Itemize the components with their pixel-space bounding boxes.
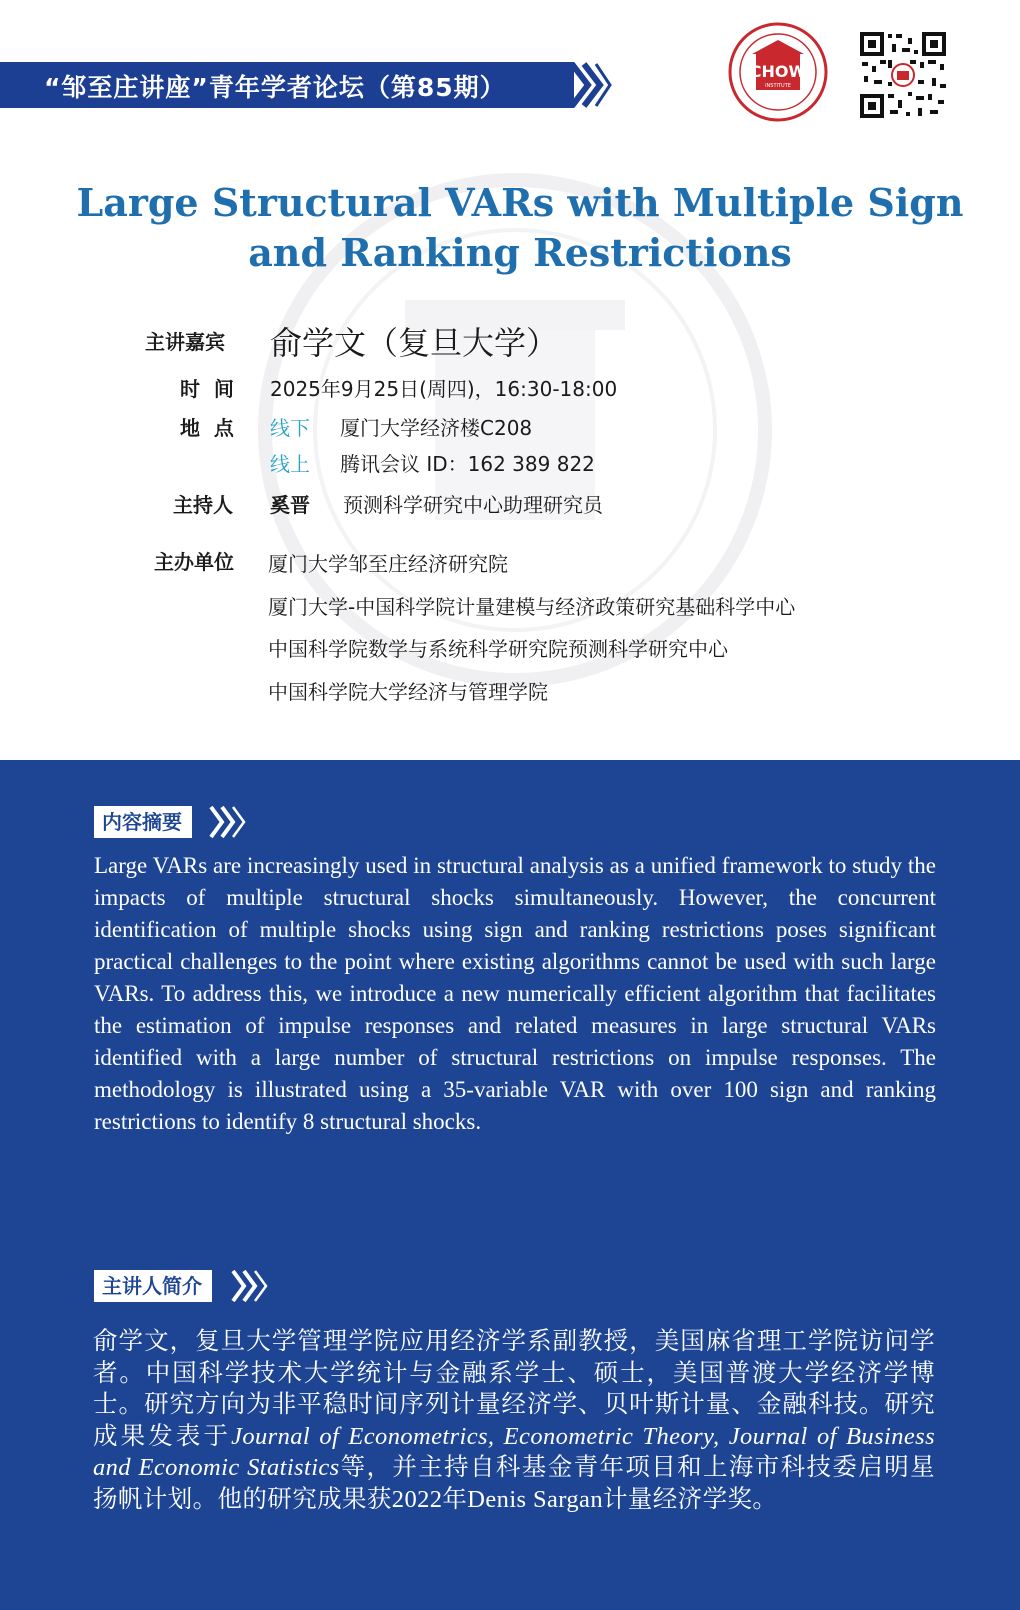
lecture-title-line-1: Large Structural VARs with Multiple Sign <box>76 180 964 225</box>
chevrons-icon <box>568 60 612 110</box>
lecture-title <box>70 178 970 278</box>
bio-text-part-1: 俞学文，复旦大学管理学院应用经济学系副教授，美国麻省理工学院访问学者。中国科学技术大学统计与金融系学士、硕士，美国普渡大学经济学博士。研究方向为非平稳时间序列计量经济学、贝叶斯计量、金融科技。研究成果发表于 <box>93 1328 935 1450</box>
speaker-bio <box>93 1326 935 1515</box>
svg-text:CHOW: CHOW <box>749 62 807 81</box>
online-label: 线上 <box>270 452 310 476</box>
online-venue: 腾讯会议 ID：162 389 822 <box>340 452 595 476</box>
host-label: 主持人 <box>173 493 233 517</box>
chow-institute-logo <box>728 22 828 122</box>
abstract-text: Large VARs are increasingly used in structural analysis as a unified framework to study the impacts of multiple structural shocks simultaneously. However, the concurrent identification of multiple shocks using sign and ranking restrictions poses significant practical challenges to the point where existing algorithms cannot be used with such large VARs. To address this, we introduce a new numerically efficient algorithm that facilitates the estimation of impulse responses and related measures in large structural VARs identified with a large number of structural restrictions on impulse responses. The methodology is illustrated using a 35-variable VAR with over 100 sign and ranking restrictions to identify 8 structural shocks. <box>94 853 936 1134</box>
bio-journals: Journal of Econometrics, Econometric Theory, Journal of Business and Economic Statistics <box>93 1422 936 1481</box>
organizers-label: 主办单位 <box>154 550 234 574</box>
place-label: 地 点 <box>180 416 234 440</box>
offline-venue: 厦门大学经济楼C208 <box>340 416 533 440</box>
organizer-item: 中国科学院大学经济与管理学院 <box>268 680 548 704</box>
organizer-item: 中国科学院数学与系统科学研究院预测科学研究中心 <box>268 637 728 661</box>
host-title: 预测科学研究中心助理研究员 <box>343 493 603 517</box>
lecture-title-line-2: and Ranking Restrictions <box>248 230 792 275</box>
speaker-name: 俞学文（复旦大学） <box>270 324 559 362</box>
organizer-item: 厦门大学邹至庄经济研究院 <box>268 552 508 576</box>
organizer-item: 厦门大学-中国科学院计量建模与经济政策研究基础科学中心 <box>268 595 796 619</box>
offline-label: 线下 <box>270 416 310 440</box>
bio-tag: 主讲人简介 <box>94 1270 212 1302</box>
chevrons-icon <box>230 1268 270 1304</box>
time-value: 2025年9月25日(周四)，16:30-18:00 <box>270 377 618 401</box>
svg-text:INSTITUTE: INSTITUTE <box>765 83 791 89</box>
host-name: 奚晋 <box>270 493 310 517</box>
header-section <box>0 0 1020 760</box>
abstract-tag: 内容摘要 <box>94 806 192 838</box>
chevrons-icon <box>208 804 248 840</box>
qr-code-icon[interactable] <box>858 30 948 120</box>
bio-text-part-2: 等，并主持自科基金青年项目和上海市科技委启明星扬帆计划。他的研究成果获2022年Denis Sargan计量经济学奖。 <box>93 1454 935 1513</box>
speaker-label: 主讲嘉宾 <box>145 330 225 354</box>
series-title: “邹至庄讲座”青年学者论坛（第85期） <box>44 73 506 102</box>
time-label: 时 间 <box>180 377 234 401</box>
